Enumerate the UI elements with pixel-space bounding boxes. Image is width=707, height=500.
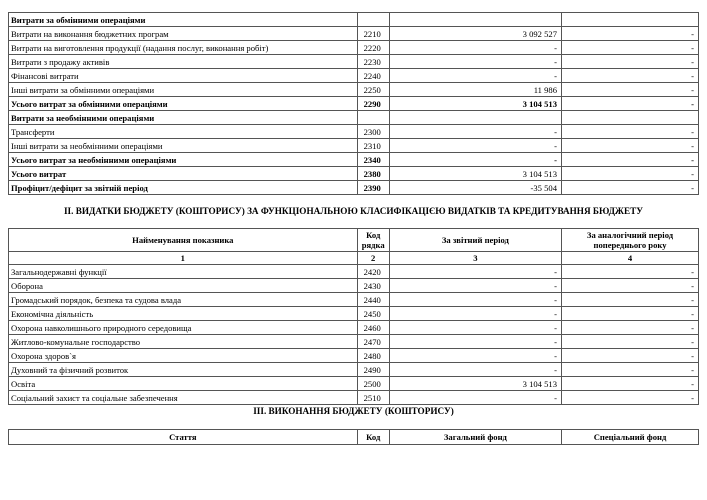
row-previous-value: - bbox=[562, 293, 699, 307]
table-row bbox=[9, 55, 699, 69]
row-label: Духовний та фізичний розвиток bbox=[9, 363, 358, 377]
row-previous-value: - bbox=[562, 349, 699, 363]
row-code: 2510 bbox=[357, 391, 389, 405]
row-code: 2470 bbox=[357, 335, 389, 349]
table-row bbox=[9, 97, 699, 111]
row-previous-value: - bbox=[562, 335, 699, 349]
row-label: Витрати за необмінними операціями bbox=[9, 111, 358, 125]
table-row bbox=[9, 27, 699, 41]
row-label: Загальнодержавні функції bbox=[9, 265, 358, 279]
row-label: Громадський порядок, безпека та судова влада bbox=[9, 293, 358, 307]
column-header-indicator: Найменування показника bbox=[9, 229, 358, 252]
row-code bbox=[357, 13, 389, 27]
row-previous-value: - bbox=[562, 139, 699, 153]
functional-classification-table bbox=[8, 228, 699, 405]
row-label: Витрати з продажу активів bbox=[9, 55, 358, 69]
row-current-value: - bbox=[389, 55, 561, 69]
row-current-value: -35 504 bbox=[389, 181, 561, 195]
row-previous-value: - bbox=[562, 377, 699, 391]
row-label: Освіта bbox=[9, 377, 358, 391]
row-label: Інші витрати за необмінними операціями bbox=[9, 139, 358, 153]
column-index: 3 bbox=[389, 252, 561, 265]
row-previous-value: - bbox=[562, 83, 699, 97]
table-row bbox=[9, 293, 699, 307]
row-label: Охорона навколишнього природного середовища bbox=[9, 321, 358, 335]
column-index: 1 bbox=[9, 252, 358, 265]
row-previous-value: - bbox=[562, 265, 699, 279]
row-code: 2210 bbox=[357, 27, 389, 41]
row-current-value: - bbox=[389, 363, 561, 377]
table-row bbox=[9, 41, 699, 55]
row-current-value: - bbox=[389, 125, 561, 139]
table-row bbox=[9, 363, 699, 377]
row-label: Усього витрат за обмінними операціями bbox=[9, 97, 358, 111]
row-current-value: 3 104 513 bbox=[389, 377, 561, 391]
row-previous-value: - bbox=[562, 125, 699, 139]
table-row bbox=[9, 153, 699, 167]
row-previous-value: - bbox=[562, 181, 699, 195]
row-label: Витрати на виконання бюджетних програм bbox=[9, 27, 358, 41]
row-current-value: 3 104 513 bbox=[389, 97, 561, 111]
row-previous-value: - bbox=[562, 55, 699, 69]
row-previous-value: - bbox=[562, 167, 699, 181]
row-current-value: - bbox=[389, 139, 561, 153]
row-label: Профіцит/дефіцит за звітній період bbox=[9, 181, 358, 195]
expenses-table bbox=[8, 12, 699, 195]
budget-execution-table bbox=[8, 429, 699, 445]
table-row bbox=[9, 125, 699, 139]
table-row bbox=[9, 13, 699, 27]
row-label: Фінансові витрати bbox=[9, 69, 358, 83]
table-row bbox=[9, 111, 699, 125]
column-header-previous-period: За аналогічний період попереднього року bbox=[562, 229, 699, 252]
table-row bbox=[9, 321, 699, 335]
row-code: 2250 bbox=[357, 83, 389, 97]
row-label: Соціальний захист та соціальне забезпечення bbox=[9, 391, 358, 405]
row-previous-value bbox=[562, 111, 699, 125]
row-current-value: - bbox=[389, 41, 561, 55]
row-label: Усього витрат bbox=[9, 167, 358, 181]
row-code: 2390 bbox=[357, 181, 389, 195]
row-label: Охорона здоров`я bbox=[9, 349, 358, 363]
row-label: Інші витрати за обмінними операціями bbox=[9, 83, 358, 97]
row-current-value: - bbox=[389, 69, 561, 83]
column-index: 2 bbox=[357, 252, 389, 265]
table-row bbox=[9, 265, 699, 279]
row-code: 2440 bbox=[357, 293, 389, 307]
row-label: Економічна діяльність bbox=[9, 307, 358, 321]
row-current-value: - bbox=[389, 293, 561, 307]
row-current-value: - bbox=[389, 321, 561, 335]
row-code: 2340 bbox=[357, 153, 389, 167]
row-code: 2310 bbox=[357, 139, 389, 153]
row-current-value: 11 986 bbox=[389, 83, 561, 97]
row-current-value: - bbox=[389, 265, 561, 279]
column-header-code: Код рядка bbox=[357, 229, 389, 252]
row-label: Усього витрат за необмінними операціями bbox=[9, 153, 358, 167]
row-current-value: - bbox=[389, 391, 561, 405]
table-row bbox=[9, 349, 699, 363]
row-previous-value: - bbox=[562, 279, 699, 293]
column-header-code: Код bbox=[357, 430, 389, 445]
row-code: 2230 bbox=[357, 55, 389, 69]
row-previous-value: - bbox=[562, 321, 699, 335]
table-row bbox=[9, 83, 699, 97]
row-label: Витрати за обмінними операціями bbox=[9, 13, 358, 27]
row-code: 2240 bbox=[357, 69, 389, 83]
row-current-value bbox=[389, 111, 561, 125]
row-previous-value: - bbox=[562, 97, 699, 111]
row-code: 2420 bbox=[357, 265, 389, 279]
table-row bbox=[9, 279, 699, 293]
row-previous-value: - bbox=[562, 41, 699, 55]
table-row bbox=[9, 391, 699, 405]
row-current-value: 3 092 527 bbox=[389, 27, 561, 41]
row-code: 2430 bbox=[357, 279, 389, 293]
row-previous-value: - bbox=[562, 69, 699, 83]
column-index: 4 bbox=[562, 252, 699, 265]
row-previous-value bbox=[562, 13, 699, 27]
row-current-value: 3 104 513 bbox=[389, 167, 561, 181]
row-previous-value: - bbox=[562, 27, 699, 41]
row-label: Витрати на виготовлення продукції (надання послуг, виконання робіт) bbox=[9, 41, 358, 55]
section-3-title: ІІІ. ВИКОНАННЯ БЮДЖЕТУ (КОШТОРИСУ) bbox=[253, 406, 454, 416]
row-code: 2290 bbox=[357, 97, 389, 111]
table-row bbox=[9, 335, 699, 349]
table-row bbox=[9, 167, 699, 181]
column-header-current-period: За звітний період bbox=[389, 229, 561, 252]
row-previous-value: - bbox=[562, 153, 699, 167]
row-code: 2450 bbox=[357, 307, 389, 321]
table-row bbox=[9, 307, 699, 321]
row-label: Житлово-комунальне господарство bbox=[9, 335, 358, 349]
row-previous-value: - bbox=[562, 363, 699, 377]
section-2-title: ІІ. ВИДАТКИ БЮДЖЕТУ (КОШТОРИСУ) ЗА ФУНКЦІОНАЛЬНОЮ КЛАСИФІКАЦІЄЮ ВИДАТКІВ ТА КРЕДИТУВАННЯ БЮДЖЕТУ bbox=[63, 206, 644, 216]
row-current-value: - bbox=[389, 153, 561, 167]
row-current-value: - bbox=[389, 349, 561, 363]
row-previous-value: - bbox=[562, 307, 699, 321]
row-code: 2300 bbox=[357, 125, 389, 139]
row-current-value: - bbox=[389, 279, 561, 293]
column-header-special-fund: Спеціальний фонд bbox=[562, 430, 699, 445]
row-code: 2500 bbox=[357, 377, 389, 391]
row-previous-value: - bbox=[562, 391, 699, 405]
row-code: 2480 bbox=[357, 349, 389, 363]
row-label: Трансферти bbox=[9, 125, 358, 139]
row-code bbox=[357, 111, 389, 125]
row-code: 2460 bbox=[357, 321, 389, 335]
table-row bbox=[9, 181, 699, 195]
table-row bbox=[9, 377, 699, 391]
row-code: 2220 bbox=[357, 41, 389, 55]
column-header-article: Стаття bbox=[9, 430, 358, 445]
row-code: 2490 bbox=[357, 363, 389, 377]
row-current-value bbox=[389, 13, 561, 27]
row-code: 2380 bbox=[357, 167, 389, 181]
table-row bbox=[9, 139, 699, 153]
row-current-value: - bbox=[389, 335, 561, 349]
column-header-general-fund: Загальний фонд bbox=[389, 430, 561, 445]
row-label: Оборона bbox=[9, 279, 358, 293]
table-row bbox=[9, 69, 699, 83]
row-current-value: - bbox=[389, 307, 561, 321]
